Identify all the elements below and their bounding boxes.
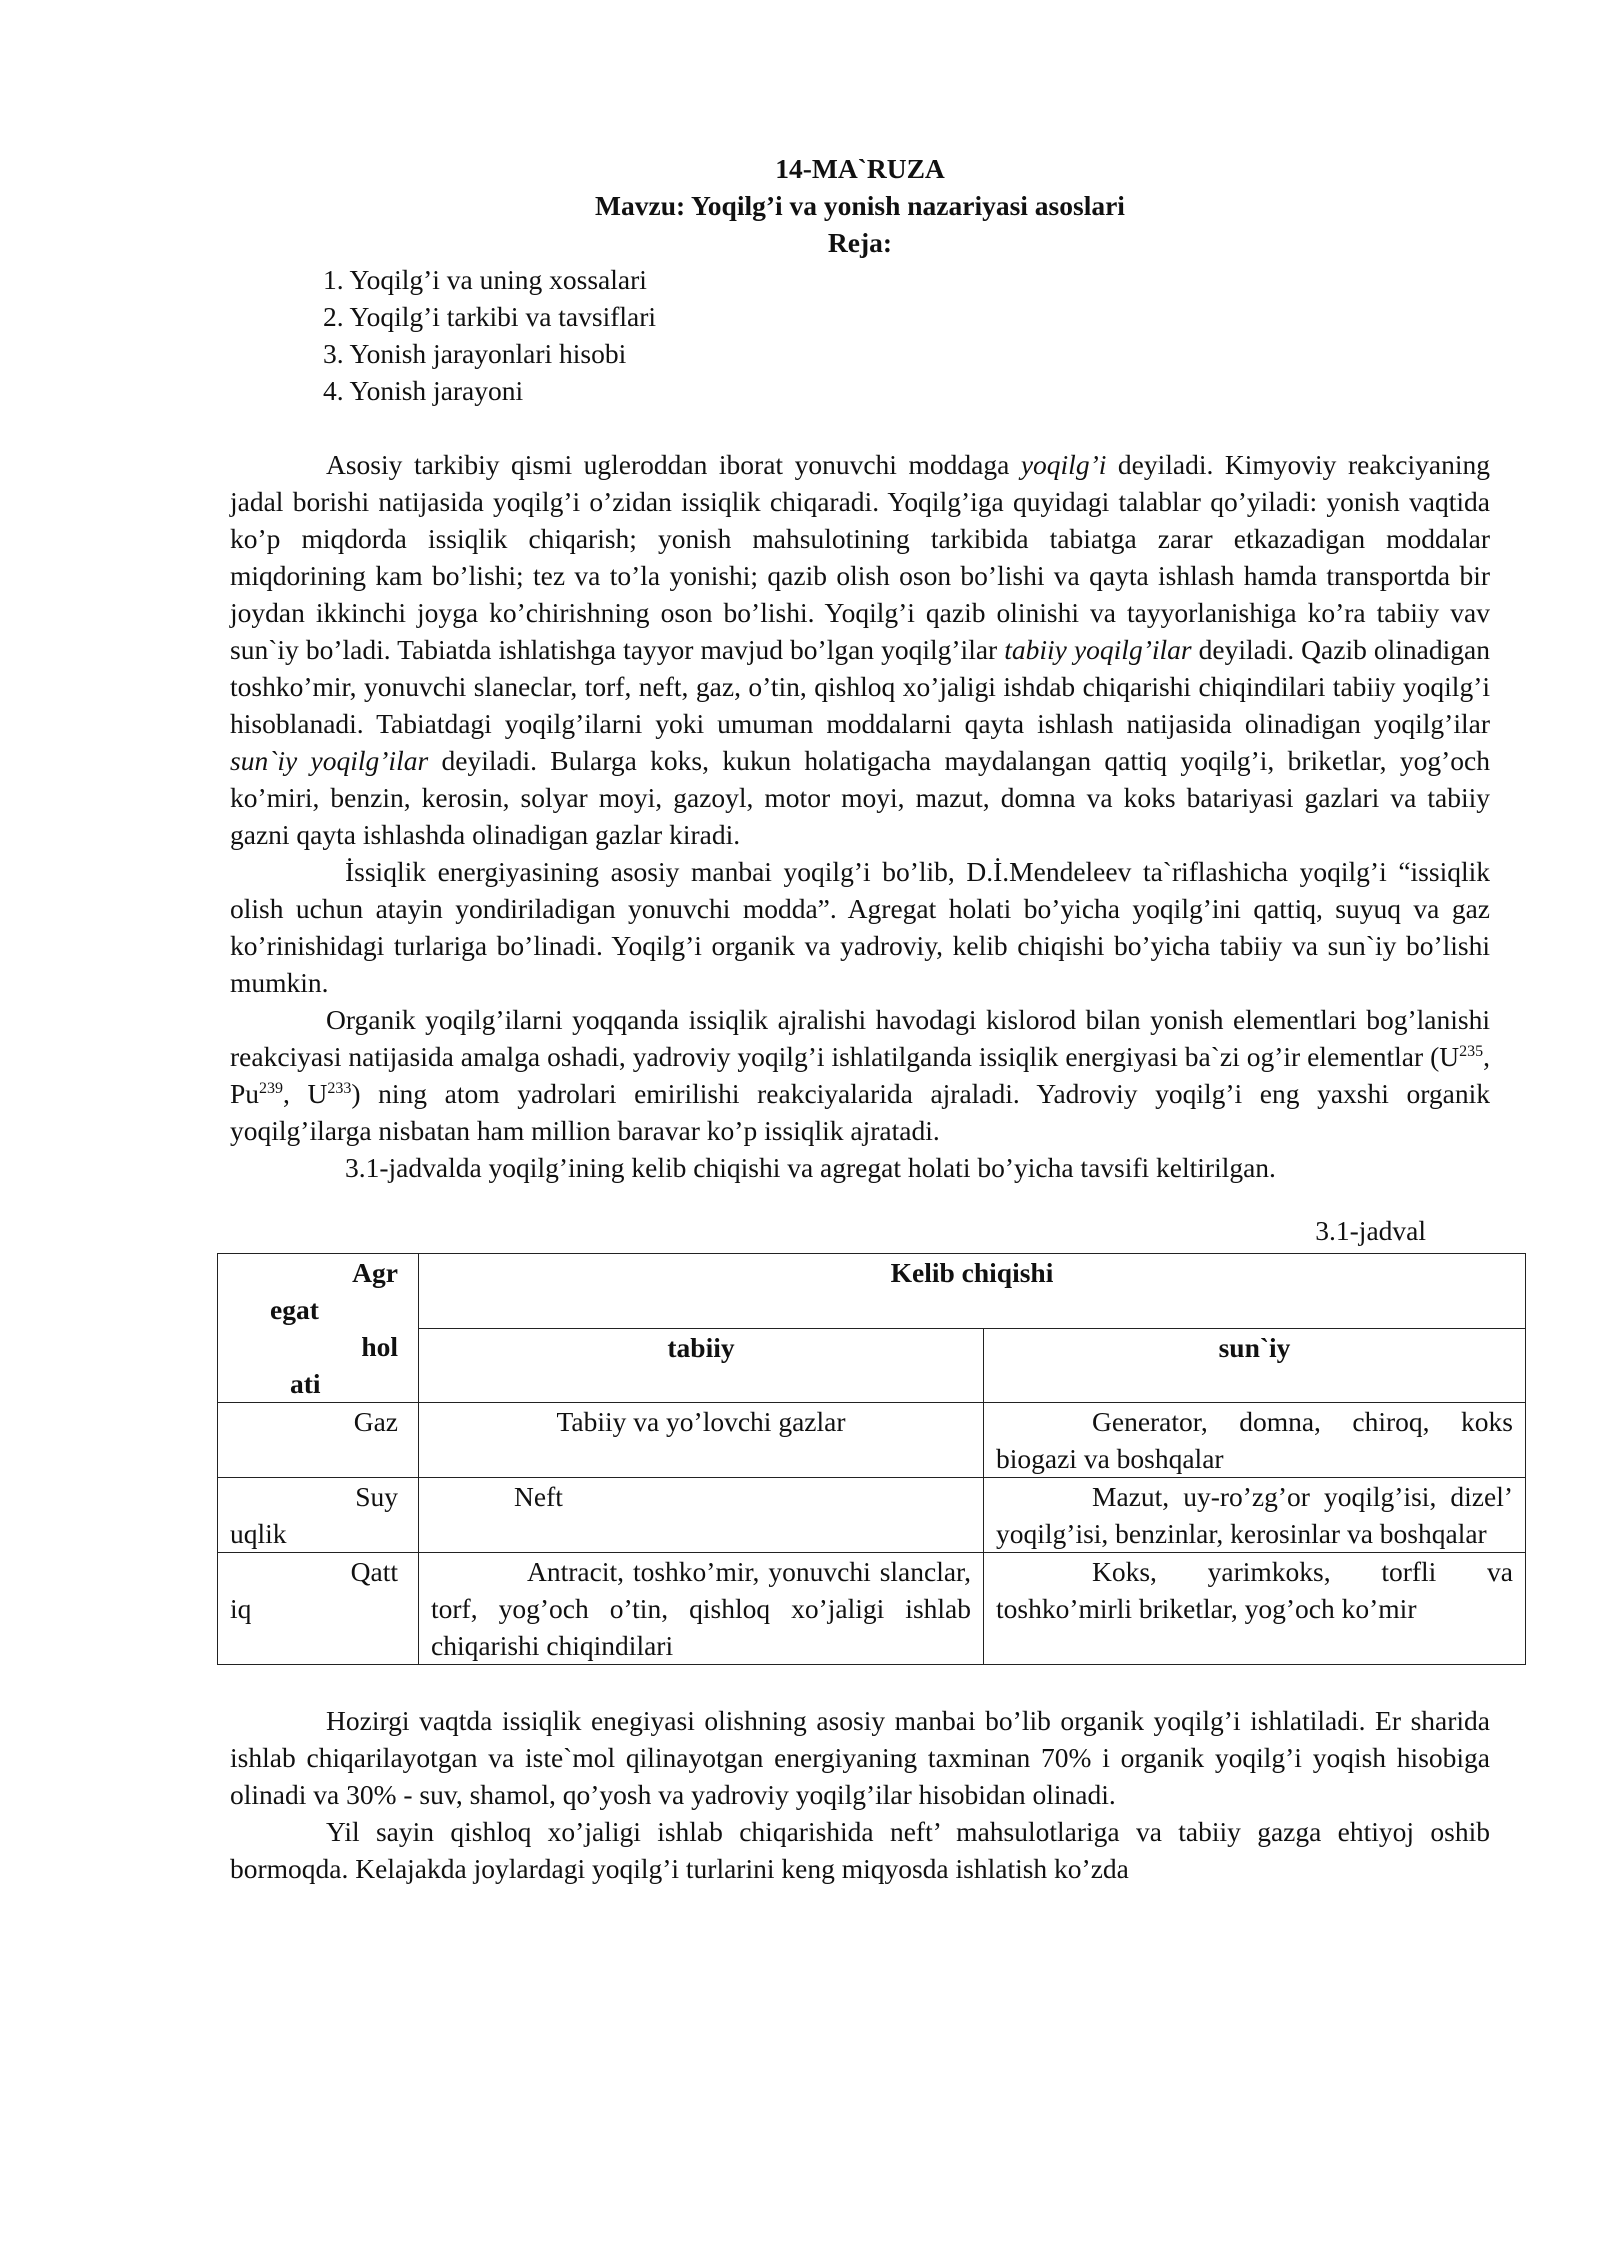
- state-label: uqlik: [230, 1518, 287, 1549]
- paragraph-energy-share: Hozirgi vaqtda issiqlik enegiyasi olishning asosiy manbai bo’lib organik yoqilg’i ishlatiladi. Er sharida ishlab chiqarilayotgan va iste`mol qilinayotgan energiyaning taxminan 70% i organik yoqilg’i yoqish hisobiga olinadi va 30% - suv, shamol, qo’yosh va yadroviy yoqilg’ilar hisobidan olinadi.: [230, 1705, 1490, 1810]
- artificial-header: sun`iy: [984, 1329, 1526, 1403]
- artificial-cell: Generator, domna, chiroq, koks biogazi va boshqalar: [984, 1403, 1526, 1478]
- text-run: , U: [283, 1078, 328, 1109]
- natural-header: tabiiy: [419, 1329, 984, 1403]
- text-run: , Pu: [230, 1041, 1490, 1109]
- header-fragment: hol: [361, 1331, 398, 1362]
- state-label: iq: [230, 1593, 252, 1624]
- natural-cell: Neft: [419, 1478, 984, 1553]
- artificial-cell: Mazut, uy-ro’zg’or yoqilg’isi, dizel’ yoqilg’isi, benzinlar, kerosinlar va boshqalar: [984, 1478, 1526, 1553]
- table-row: [218, 1403, 1526, 1478]
- term-natural-fuels: tabiiy yoqilg’ilar: [1004, 634, 1192, 665]
- state-cell: [218, 1478, 419, 1553]
- plan-list: [323, 261, 1490, 409]
- origin-header: Kelib chiqishi: [419, 1254, 1526, 1329]
- table-row: [218, 1553, 1526, 1665]
- term-artificial-fuels: sun`iy yoqilg’ilar: [230, 745, 429, 776]
- text-run: ) ning atom yadrolari emirilishi reakciyalarida ajraladi. Yadroviy yoqilg’i eng yaxshi organik yoqilg’ilarga nisbatan ham million baravar ko’p issiqlik ajratadi.: [230, 1078, 1490, 1146]
- plan-title: Reja:: [827, 227, 893, 258]
- paragraph-table-intro: 3.1-jadvalda yoqilg’ining kelib chiqishi va agregat holati bo’yicha tavsifi keltirilgan.: [345, 1152, 1276, 1183]
- text-run: deyiladi. Kimyoviy reakciyaning jadal borishi natijasida yoqilg’i o’zidan issiqlik chiqaradi. Yoqilg’iga quyidagi talablar qo’yiladi: yonish vaqtida ko’p miqdorda issiqlik chiqarish; yonish mahsulotining tarkibida tabiatga zarar etkazadigan moddalar miqdorining kam bo’lishi; tez va to’la yonishi; qazib olish oson bo’lishi va qayta ishlash hamda transportda bir joydan ikkinchi joyga ko’chirishning oson bo’lishi. Yoqilg’i qazib olinishi va tayyorlanishiga ko’ra tabiiy vav sun`iy bo’ladi. Tabiatda ishlatishga tayyor mavjud bo’lgan yoqilg’ilar: [230, 449, 1490, 665]
- superscript: 239: [259, 1079, 284, 1097]
- state-label: Gaz: [353, 1406, 398, 1437]
- plan-item: 2. Yoqilg’i tarkibi va tavsiflari: [323, 301, 657, 332]
- paragraph-mendeleev: İssiqlik energiyasining asosiy manbai yoqilg’i bo’lib, D.İ.Mendeleev ta`riflashicha yoqilg’i “issiqlik olish uchun atayin yondiriladigan yonuvchi modda”. Agregat holati bo’yicha yoqilg’ini qattiq, suyuq va gaz ko’rinishidagi turlariga bo’linadi. Yoqilg’i organik va yadroviy, kelib chiqishi bo’yicha tabiiy va sun`iy bo’lishi mumkin.: [230, 856, 1490, 998]
- state-cell: [218, 1403, 419, 1478]
- text-run: Asosiy tarkibiy qismi ugleroddan iborat yonuvchi moddaga: [326, 449, 1021, 480]
- header-fragment: ati: [290, 1368, 321, 1399]
- lecture-number: 14-MA`RUZA: [775, 153, 945, 184]
- plan-item: 1. Yoqilg’i va uning xossalari: [323, 264, 647, 295]
- superscript: 235: [1459, 1042, 1484, 1060]
- state-label: Qatt: [350, 1556, 398, 1587]
- document-page: [230, 150, 1513, 1887]
- natural-cell: Tabiiy va yo’lovchi gazlar: [419, 1403, 984, 1478]
- state-cell: [218, 1553, 419, 1665]
- aggregate-state-header: [218, 1254, 419, 1403]
- superscript: 233: [327, 1079, 352, 1097]
- fuel-classification-table: [217, 1253, 1526, 1665]
- text-run: Organik yoqilg’ilarni yoqqanda issiqlik ajralishi havodagi kislorod bilan yonish elementlari bog’lanishi reakciyasi natijasida amalga oshadi, yadroviy yoqilg’i ishlatilganda issiqlik energiyasi ba`zi og’ir elementlar (U: [230, 1004, 1490, 1072]
- text-run: deyiladi. Bularga koks, kukun holatigacha maydalangan qattiq yoqilg’i, briketlar, yog’och ko’miri, benzin, kerosin, solyar moyi, gazoyl, motor moyi, mazut, domna va koks batariyasi gazlari va tabiiy gazni qayta ishlashda olinadigan gazlar kiradi.: [230, 745, 1490, 850]
- header-fragment: egat: [270, 1294, 319, 1325]
- plan-item: 4. Yonish jarayoni: [323, 375, 524, 406]
- plan-item: 3. Yonish jarayonlari hisobi: [323, 338, 627, 369]
- artificial-cell: Koks, yarimkoks, torfli va toshko’mirli briketlar, yog’och ko’mir: [984, 1553, 1526, 1665]
- state-label: Suy: [355, 1481, 398, 1512]
- header-fragment: Agr: [352, 1257, 398, 1288]
- table-row: [218, 1478, 1526, 1553]
- natural-cell: Antracit, toshko’mir, yonuvchi slanclar, torf, yog’och o’tin, qishloq xo’jaligi ishlab chiqarishi chiqindilari: [419, 1553, 984, 1665]
- lecture-topic: Mavzu: Yoqilg’i va yonish nazariyasi asoslari: [595, 190, 1125, 221]
- paragraph-organic-nuclear: [230, 1001, 1490, 1149]
- term-fuel: yoqilg’i: [1020, 449, 1107, 480]
- paragraph-definition: [230, 446, 1490, 853]
- table-caption: 3.1-jadval: [1315, 1215, 1426, 1246]
- paragraph-demand: Yil sayin qishloq xo’jaligi ishlab chiqarishida neft’ mahsulotlariga va tabiiy gazga ehtiyoj oshib bormoqda. Kelajakda joylardagi yoqilg’i turlarini keng miqyosda ishlatish ko’zda: [230, 1816, 1490, 1884]
- text-run: deyiladi. Qazib olinadigan toshko’mir, yonuvchi slaneclar, torf, neft, gaz, o’tin, qishloq xo’jaligi ishdab chiqarishi chiqindilari tabiiy yoqilg’i hisoblanadi. Tabiatdagi yoqilg’ilarni yoki umuman moddalarni qayta ishlash natijasida olinadigan yoqilg’ilar: [230, 634, 1490, 739]
